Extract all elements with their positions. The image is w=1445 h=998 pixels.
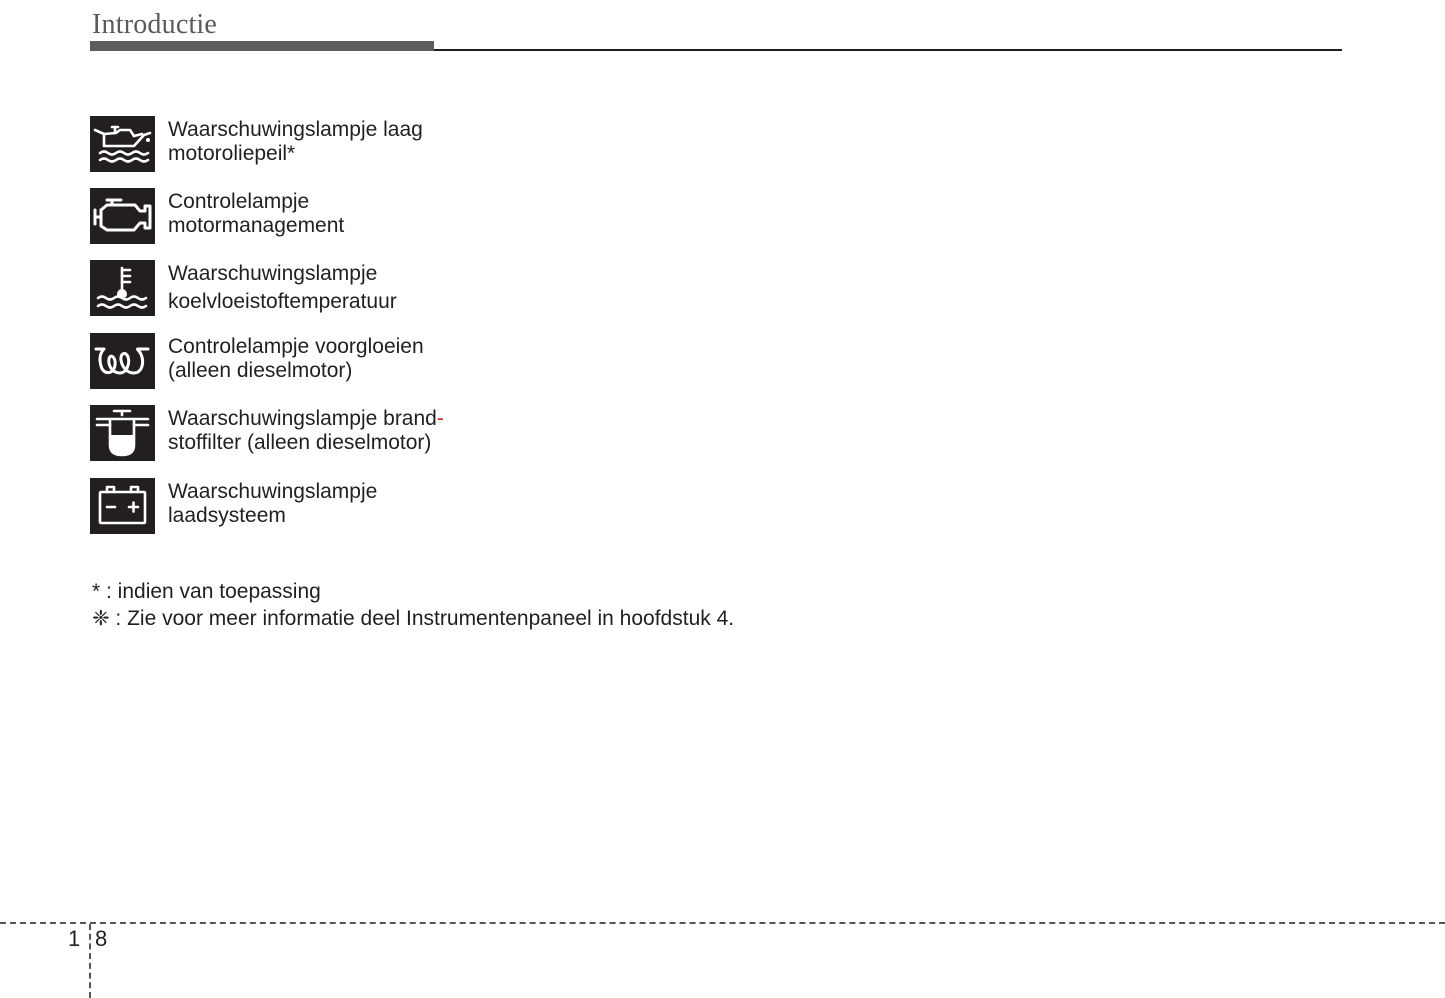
glow-plug-icon xyxy=(90,333,155,389)
fuel-filter-icon xyxy=(90,405,155,461)
item-label-line2: motoroliepeil* xyxy=(168,142,296,165)
page-title: Introductie xyxy=(92,9,218,40)
footer-divider xyxy=(0,922,1445,924)
list-item-oil-level xyxy=(90,116,423,172)
item-label-line1: Controlelampje xyxy=(168,190,310,213)
hyphen-mark: - xyxy=(436,407,444,430)
list-item-coolant-temperature xyxy=(90,260,397,316)
list-item-glow-plug xyxy=(90,333,424,389)
header-rule xyxy=(434,49,1342,51)
oil-pressure-icon xyxy=(90,116,155,172)
item-label-line2: (alleen dieselmotor) xyxy=(168,359,353,382)
item-label-line2: motormanagement xyxy=(168,214,345,237)
coolant-temperature-icon xyxy=(90,260,155,316)
item-label-line1: Waarschuwingslampje xyxy=(168,262,378,285)
list-item-engine-management xyxy=(90,188,344,244)
battery-icon xyxy=(90,478,155,534)
chapter-number: 1 xyxy=(68,926,81,951)
item-label-line1: Controlelampje voorgloeien xyxy=(168,335,424,358)
list-item-fuel-filter xyxy=(90,405,444,461)
footnote-asterisk: * : indien van toepassing xyxy=(92,580,321,603)
page-number: 8 xyxy=(95,926,108,951)
item-label-line1: Waarschuwingslampje xyxy=(168,480,378,503)
footnote-reference: ❈ : Zie voor meer informatie deel Instrumentenpaneel in hoofdstuk 4. xyxy=(92,607,735,630)
item-label-line2: stoffilter (alleen dieselmotor) xyxy=(168,431,432,454)
item-label-line1-text: Waarschuwingslampje brand xyxy=(168,407,437,430)
list-item-charging-system xyxy=(90,478,377,534)
item-label-line2: laadsysteem xyxy=(168,504,286,527)
item-label-line1 xyxy=(168,407,444,431)
item-label-line1: Waarschuwingslampje laag xyxy=(168,118,423,141)
footer-vertical-divider xyxy=(89,924,91,998)
item-label-line2: koelvloeistoftemperatuur xyxy=(168,290,397,313)
header-accent-bar xyxy=(90,41,434,51)
engine-check-icon xyxy=(90,188,155,244)
